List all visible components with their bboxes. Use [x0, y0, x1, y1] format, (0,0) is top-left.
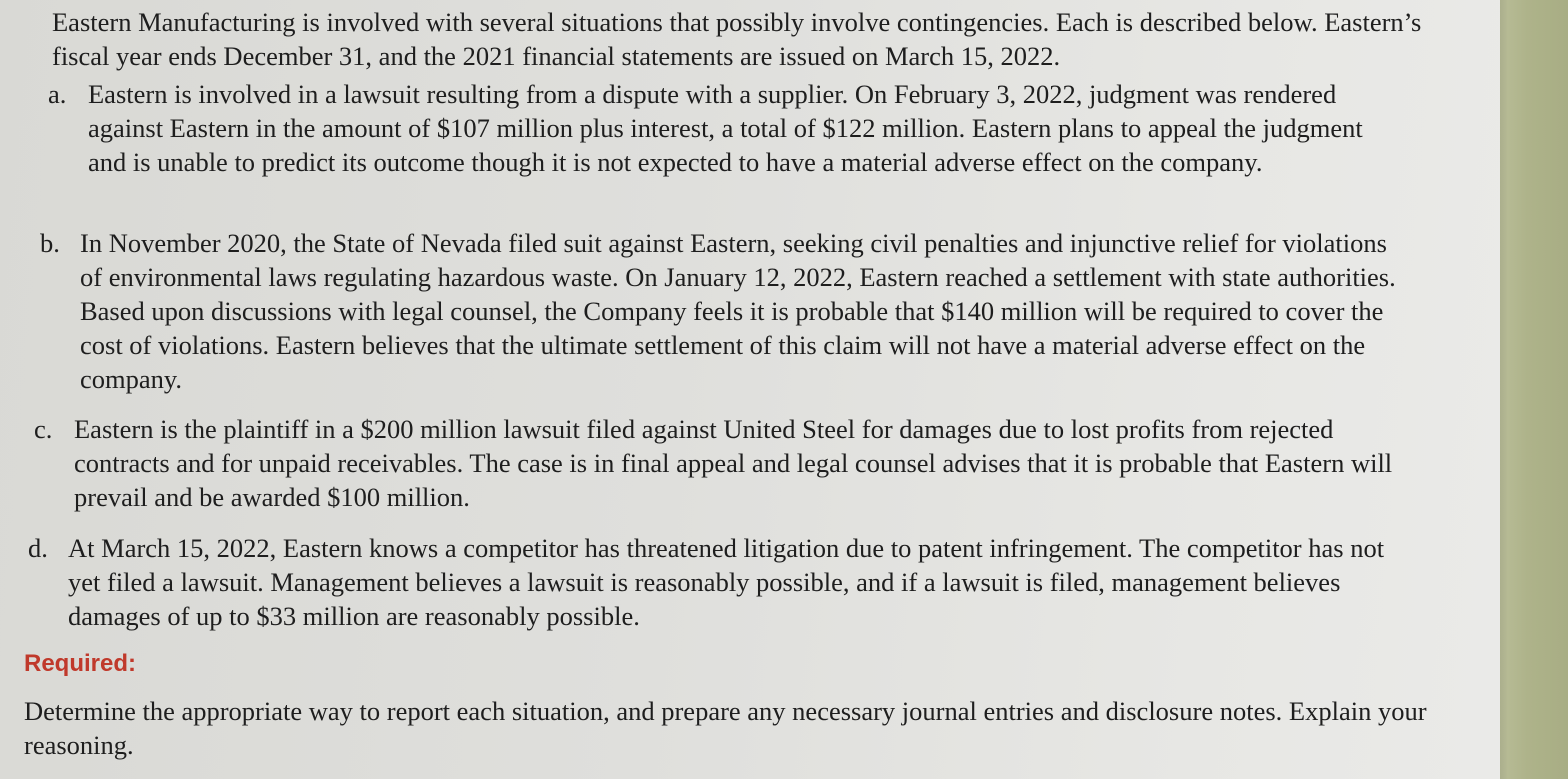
item-text: Eastern is the plaintiff in a $200 million lawsuit filed against United Steel for damages due to lost profits from rejected contracts and for unpaid receivables. The case is in final appeal and legal counsel advises that it is probable that Eastern will prevail and be awarded $100 million.	[74, 414, 1393, 512]
item-text: At March 15, 2022, Eastern knows a competitor has threatened litigation due to patent infringement. The competitor has not yet filed a lawsuit. Management believes a lawsuit is reasonably possible, and if a lawsuit is filed, management believes damages of up to $33 million are reasonably possible.	[68, 533, 1385, 631]
list-item-a	[48, 77, 1388, 179]
item-letter: d.	[28, 533, 48, 563]
required-text: Determine the appropriate way to report each situation, and prepare any necessary journal entries and disclosure notes. Explain your reasoning.	[24, 696, 1427, 760]
edge-shadow	[1500, 0, 1508, 779]
item-letter: b.	[40, 228, 60, 258]
item-text: Eastern is involved in a lawsuit resulting from a dispute with a supplier. On February 3, 2022, judgment was rendered against Eastern in the amount of $107 million plus interest, a total of $122 million. Eastern plans to appeal the judgment and is unable to predict its outcome though it is not expected to have a material adverse effect on the company.	[88, 79, 1363, 177]
list-item-c	[34, 412, 1414, 514]
intro-paragraph: Eastern Manufacturing is involved with several situations that possibly involve contingencies. Each is described below. Eastern’s fiscal year ends December 31, and the 2021 financial statements are issued on March 15, 2022.	[52, 7, 1422, 71]
required-heading: Required:	[24, 650, 137, 677]
item-letter: a.	[48, 79, 67, 109]
list-item-b	[40, 226, 1400, 396]
item-text: In November 2020, the State of Nevada filed suit against Eastern, seeking civil penalties and injunctive relief for violations of environmental laws regulating hazardous waste. On January 12, 2022, Eastern reached a settlement with state authorities. Based upon discussions with legal counsel, the Company feels it is probable that $140 million will be required to cover the cost of violations. Eastern believes that the ultimate settlement of this claim will not have a material adverse effect on the company.	[80, 228, 1396, 394]
item-letter: c.	[34, 414, 53, 444]
list-item-d	[28, 531, 1408, 633]
background-edge	[1500, 0, 1568, 779]
